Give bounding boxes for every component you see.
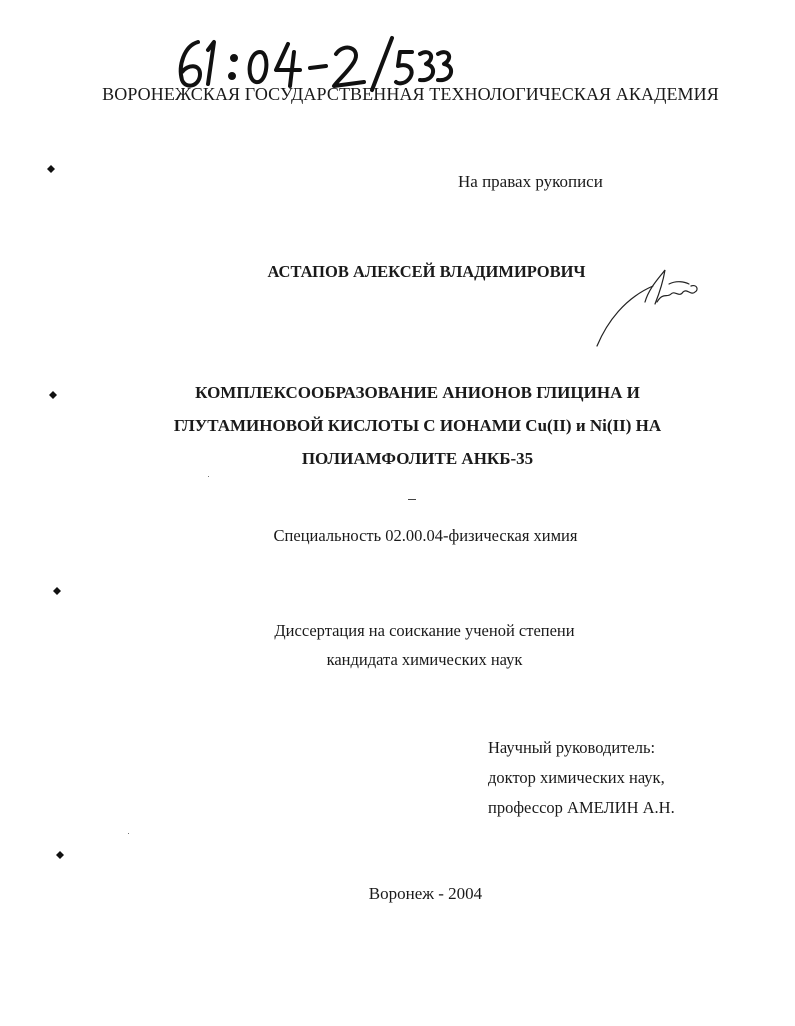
degree-line: кандидата химических наук: [326, 650, 523, 669]
scan-speck: [208, 476, 209, 477]
title-line: ПОЛИАМФОЛИТЕ АНКБ-35: [301, 449, 534, 468]
signature: [585, 262, 715, 352]
place-year: Воронеж - 2004: [368, 884, 483, 903]
dissertation-title: [0, 376, 795, 475]
title-line: ГЛУТАМИНОВОЙ КИСЛОТЫ С ИОНАМИ Cu(II) и Ni(II) НА: [173, 416, 662, 435]
scan-mark: [55, 850, 65, 860]
supervisor-line: доктор химических наук,: [488, 768, 665, 787]
supervisor-line: профессор АМЕЛИН А.Н.: [488, 798, 675, 817]
scan-mark: [46, 164, 56, 174]
scan-mark: [48, 390, 58, 400]
institution-name: ВОРОНЕЖСКАЯ ГОСУДАРСТВЕННАЯ ТЕХНОЛОГИЧЕСКАЯ АКАДЕМИЯ: [102, 84, 719, 104]
supervisor-block: [488, 733, 675, 823]
supervisor-line: Научный руководитель:: [488, 738, 656, 757]
author-name: АСТАПОВ АЛЕКСЕЙ ВЛАДИМИРОВИЧ: [267, 262, 586, 281]
scan-speck: [128, 833, 129, 834]
degree-statement: [0, 616, 795, 674]
scan-speck: [408, 499, 416, 500]
title-line: КОМПЛЕКСООБРАЗОВАНИЕ АНИОНОВ ГЛИЦИНА И: [195, 383, 640, 402]
degree-line: Диссертация на соискание ученой степени: [274, 621, 575, 640]
specialty: Специальность 02.00.04-физическая химия: [273, 526, 578, 545]
rights-note: На правах рукописи: [458, 172, 603, 191]
scan-mark: [52, 586, 62, 596]
